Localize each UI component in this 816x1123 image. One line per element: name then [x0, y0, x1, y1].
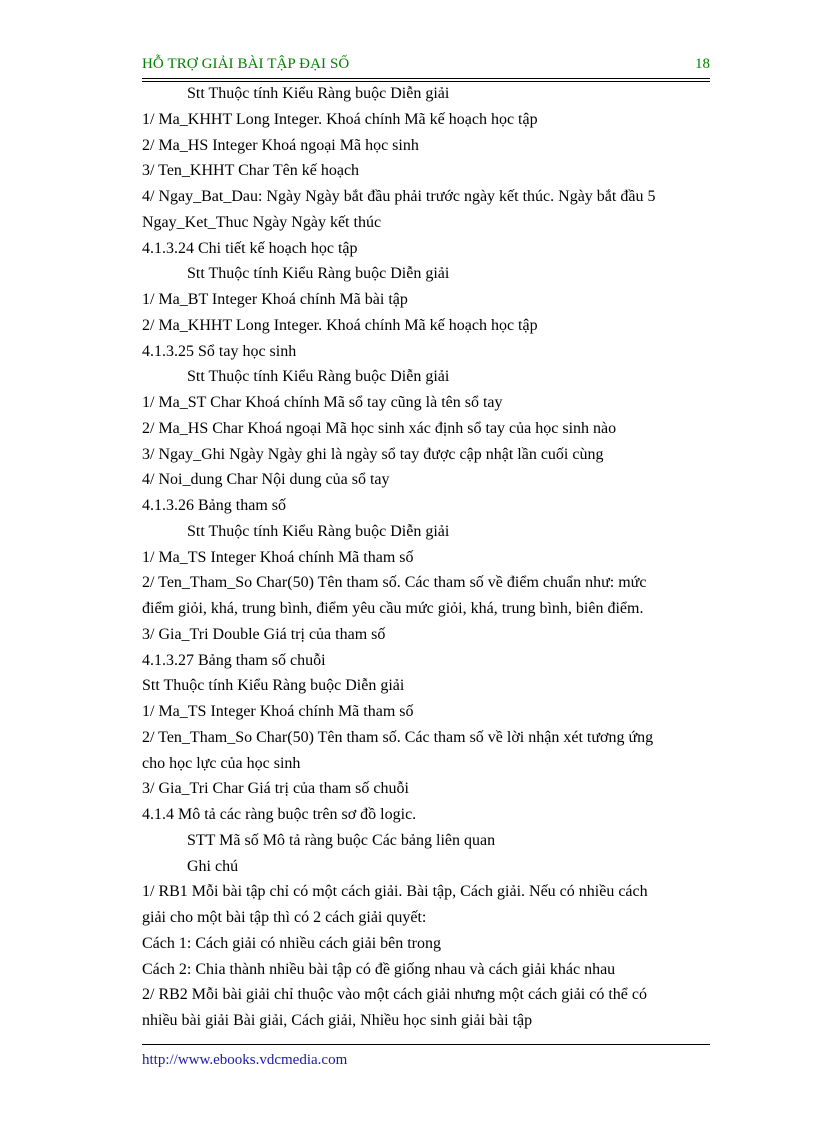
- text-line: 2/ Ten_Tham_So Char(50) Tên tham số. Các tham số về điểm chuẩn như: mức: [142, 574, 647, 592]
- footer-divider: [142, 1044, 710, 1045]
- text-line: 1/ Ma_TS Integer Khoá chính Mã tham số: [142, 548, 414, 566]
- text-line: 4.1.3.25 Sổ tay học sinh: [142, 342, 297, 360]
- text-line: 3/ Ten_KHHT Char Tên kế hoạch: [142, 162, 360, 180]
- text-line: cho học lực của học sinh: [142, 754, 301, 772]
- text-line: Cách 1: Cách giải có nhiều cách giải bên trong: [142, 934, 442, 952]
- text-line: 4.1.4 Mô tả các ràng buộc trên sơ đồ logic.: [142, 806, 417, 823]
- document-body: [142, 81, 722, 1034]
- text-line: 3/ Gia_Tri Double Giá trị của tham số: [142, 625, 386, 643]
- text-line: Ghi chú: [187, 857, 239, 875]
- text-line: 1/ Ma_KHHT Long Integer. Khoá chính Mã kế hoạch học tập: [142, 110, 538, 128]
- text-line: Stt Thuộc tính Kiểu Ràng buộc Diễn giải: [142, 677, 405, 695]
- text-line: Stt Thuộc tính Kiểu Ràng buộc Diễn giải: [187, 522, 450, 540]
- text-line: 3/ Ngay_Ghi Ngày Ngày ghi là ngày sổ tay được cập nhật lần cuối cùng: [142, 445, 604, 463]
- text-line: nhiều bài giải Bài giải, Cách giải, Nhiều học sinh giải bài tập: [142, 1012, 533, 1029]
- text-line: 1/ Ma_ST Char Khoá chính Mã sổ tay cũng là tên sổ tay: [142, 394, 503, 411]
- header-title: HỖ TRỢ GIẢI BÀI TẬP ĐẠI SỐ: [142, 56, 350, 72]
- text-line: 4.1.3.27 Bảng tham số chuỗi: [142, 651, 326, 669]
- text-line: 4.1.3.26 Bảng tham số: [142, 497, 286, 514]
- text-line: giải cho một bài tập thì có 2 cách giải quyết:: [142, 909, 427, 926]
- text-line: 1/ Ma_BT Integer Khoá chính Mã bài tập: [142, 291, 408, 308]
- text-line: 2/ Ma_HS Char Khoá ngoại Mã học sinh xác định sổ tay của học sinh nào: [142, 419, 617, 437]
- page-header: [142, 52, 710, 80]
- text-line: Ngay_Ket_Thuc Ngày Ngày kết thúc: [142, 213, 382, 231]
- text-line: 2/ Ma_HS Integer Khoá ngoại Mã học sinh: [142, 136, 419, 154]
- text-line: điểm giỏi, khá, trung bình, điểm yêu cầu mức giỏi, khá, trung bình, biên điểm.: [142, 600, 644, 617]
- text-line: 2/ Ma_KHHT Long Integer. Khoá chính Mã kế hoạch học tập: [142, 316, 538, 334]
- text-line: 1/ RB1 Mỗi bài tập chỉ có một cách giải. Bài tập, Cách giải. Nếu có nhiều cách: [142, 883, 648, 901]
- text-line: Stt Thuộc tính Kiểu Ràng buộc Diễn giải: [187, 368, 450, 386]
- text-line: 2/ RB2 Mỗi bài giải chỉ thuộc vào một cách giải nhưng một cách giải có thể có: [142, 986, 647, 1004]
- text-line: 4.1.3.24 Chi tiết kế hoạch học tập: [142, 239, 358, 257]
- text-line: 3/ Gia_Tri Char Giá trị của tham số chuỗi: [142, 780, 409, 798]
- text-line: 4/ Ngay_Bat_Dau: Ngày Ngày bắt đầu phải trước ngày kết thúc. Ngày bắt đầu 5: [142, 188, 656, 205]
- text-line: 1/ Ma_TS Integer Khoá chính Mã tham số: [142, 703, 414, 720]
- text-line: 4/ Noi_dung Char Nội dung của sổ tay: [142, 471, 390, 489]
- text-line: Cách 2: Chia thành nhiều bài tập có đề giống nhau và cách giải khác nhau: [142, 960, 616, 978]
- text-line: STT Mã số Mô tả ràng buộc Các bảng liên quan: [187, 831, 496, 849]
- text-line: Stt Thuộc tính Kiểu Ràng buộc Diễn giải: [187, 85, 450, 102]
- page-number: 18: [695, 56, 710, 72]
- footer-link[interactable]: http://www.ebooks.vdcmedia.com: [142, 1052, 348, 1068]
- text-line: 2/ Ten_Tham_So Char(50) Tên tham số. Các tham số về lời nhận xét tương ứng: [142, 728, 654, 746]
- text-line: Stt Thuộc tính Kiểu Ràng buộc Diễn giải: [187, 265, 450, 283]
